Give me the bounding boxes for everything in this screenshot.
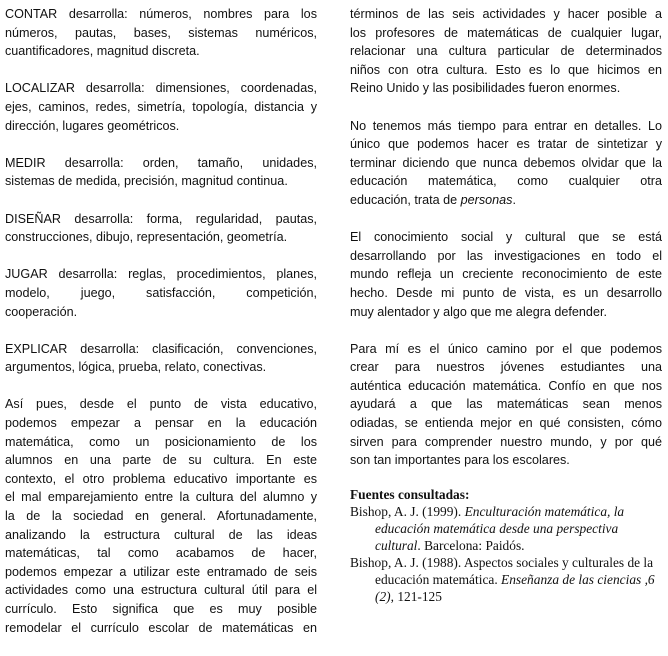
text-line: ayudará a que las matemáticas sean menos (350, 397, 662, 412)
text-line: MEDIR desarrolla: orden, tamaño, unidades, (5, 155, 317, 170)
text-line: el mal emparejamiento entre la cultura del alumno y (5, 490, 317, 505)
paragraph (5, 265, 317, 321)
text-line: matemáticas, tal como acabamos de hacer, (5, 546, 317, 561)
text-line: terminar diciendo que nunca debemos olvidar que la (350, 155, 662, 170)
references-heading: Fuentes consultadas: (350, 487, 470, 502)
paragraph (5, 79, 317, 135)
text-line: cuantificadores, magnitud discreta. (5, 44, 200, 59)
paragraph (5, 395, 317, 637)
text-line: LOCALIZAR desarrolla: dimensiones, coordenadas, (5, 81, 317, 96)
text-line: ejes, caminos, redes, simetría, topología, distancia y (5, 99, 317, 114)
text-segment: Bishop, A. J. (1988). Aspectos sociales y culturales de la educación matemática. (350, 555, 654, 587)
italic-text: personas (460, 192, 513, 207)
text-line: modelo, juego, satisfacción, competición, (5, 285, 317, 300)
paragraph (350, 228, 662, 321)
text-segment: , 121-125 (390, 589, 442, 604)
text-line: actividades como una estructura cultural útil para el (5, 583, 317, 598)
text-segment: Bishop, A. J. (1999). (350, 504, 465, 519)
paragraph (5, 154, 317, 191)
text-line (350, 191, 662, 210)
text-line: mundo refleja un creciente reconocimiento de este (350, 267, 662, 282)
text-segment: . (512, 192, 516, 207)
reference-item (350, 554, 666, 605)
text-line: dirección, lugares geométricos. (5, 118, 180, 133)
text-line: sistemas de medida, precisión, magnitud continua. (5, 174, 288, 189)
text-line: cooperación. (5, 304, 78, 319)
text-line: remodelar el currículo escolar de matemáticas en (5, 620, 317, 635)
text-line: contexto, el otro problema educativo importante es (5, 471, 317, 486)
text-line: Para mí es el único camino por el que podemos (350, 341, 662, 356)
italic-text: Enseñanza de las ciencias ,6 (2) (375, 572, 655, 604)
text-line: términos de las seis actividades y hacer posible a (350, 7, 662, 21)
references-list (350, 503, 666, 605)
text-line: podemos empezar a pensar en la educación (5, 416, 317, 431)
text-line: números, pautas, bases, sistemas numéricos, (5, 25, 317, 40)
paragraph (5, 210, 317, 247)
text-line: CONTAR desarrolla: números, nombres para los (5, 7, 317, 21)
text-line: alumnos en una parte de su cultura. En este (5, 453, 317, 468)
text-line: la de la sociedad en general. Afortunadamente, (5, 509, 317, 524)
text-line: crear para nuestros jóvenes estudiantes una (350, 360, 662, 375)
text-line: Reino Unido y las posibilidades fueron enormes. (350, 81, 621, 96)
text-line: odiadas, se entienda mejor en qué consisten, cómo (350, 416, 662, 431)
text-line: construcciones, dibujo, representación, geometría. (5, 230, 288, 245)
text-line: matemática, como un posicionamiento de los (5, 434, 317, 449)
text-line: EXPLICAR desarrolla: clasificación, convenciones, (5, 341, 317, 356)
text-line: El conocimiento social y cultural que se está (350, 230, 662, 245)
text-line: educación matemática, como cualquier otra (350, 174, 662, 189)
reference-item (350, 503, 666, 554)
paragraph (350, 117, 662, 210)
text-line: hecho. Desde mi punto de vista, es un desarrollo (350, 285, 662, 300)
text-line: sirven para comprender nuestro mundo, y por qué (350, 434, 662, 449)
text-line: niños con otra cultura. Esto es lo que hicimos en (350, 62, 662, 77)
text-line: relacionar una cultura particular de determinados (350, 44, 662, 59)
text-line: No tenemos más tiempo para entrar en detalles. Lo (350, 118, 662, 133)
text-line: Así pues, desde el punto de vista educativo, (5, 397, 317, 412)
right-column (350, 5, 662, 488)
text-line: podemos empezar a utilizar este entramado de seis (5, 564, 317, 579)
left-column (5, 5, 317, 656)
text-segment: . Barcelona: Paidós. (417, 538, 525, 553)
text-line: muy alentador y algo que me alegra defender. (350, 304, 607, 319)
paragraph (5, 340, 317, 377)
paragraph (5, 5, 317, 61)
text-line: currículo. Esto significa que es muy posible (5, 602, 317, 616)
text-segment: educación, trata de (350, 192, 461, 207)
text-line: auténtica educación matemática. Confío en que nos (350, 378, 662, 393)
paragraph (350, 340, 662, 470)
text-line: son tan importantes para los escolares. (350, 453, 570, 468)
text-line: desarrollando por las investigaciones en todo el (350, 248, 662, 263)
references-section (350, 486, 666, 605)
italic-text: Enculturación matemática, la educación matemática desde una perspectiva cultural (375, 504, 625, 553)
text-line: argumentos, lógica, prueba, relato, conectivas. (5, 360, 267, 375)
text-line: analizando la estructura cultural de las ideas (5, 527, 317, 542)
text-line: DISEÑAR desarrolla: forma, regularidad, pautas, (5, 211, 317, 226)
text-line: único que podemos hacer es tratar de sintetizar y (350, 137, 662, 152)
paragraph (350, 5, 662, 98)
text-line: JUGAR desarrolla: reglas, procedimientos, planes, (5, 267, 317, 282)
text-line: los profesores de matemáticas de cualquier lugar, (350, 25, 662, 40)
